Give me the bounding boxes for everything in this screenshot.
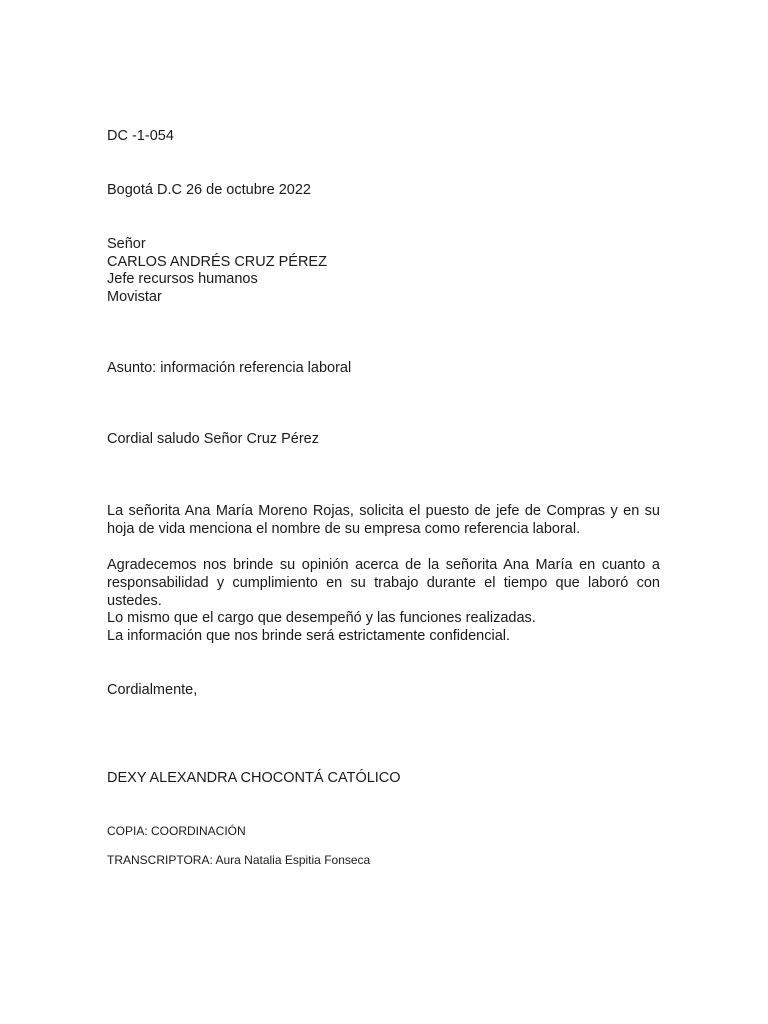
- body-paragraph-1-line-1: La señorita Ana María Moreno Rojas, solicita el puesto de jefe de Compras y en su: [107, 503, 660, 519]
- signer-name: DEXY ALEXANDRA CHOCONTÁ CATÓLICO: [107, 770, 401, 786]
- closing: Cordialmente,: [107, 682, 198, 698]
- transcriber-name: Aura Natalia Espitia Fonseca: [215, 853, 371, 867]
- date-line: Bogotá D.C 26 de octubre 2022: [107, 182, 311, 198]
- body-paragraph-2: [107, 557, 660, 646]
- recipient-company: Movistar: [107, 288, 162, 305]
- body-paragraph-2-line-4: Lo mismo que el cargo que desempeñó y las funciones realizadas.: [107, 610, 536, 627]
- body-paragraph-2-line-2: responsabilidad y cumplimiento en su trabajo durante el tiempo que laboró con: [107, 574, 660, 591]
- recipient-position: Jefe recursos humanos: [107, 271, 258, 287]
- recipient-name: CARLOS ANDRÉS CRUZ PÉREZ: [107, 253, 327, 270]
- reference-code: DC -1-054: [107, 128, 174, 144]
- body-paragraph-2-line-1: Agradecemos nos brinde su opinión acerca de la señorita Ana María en cuanto a: [107, 557, 660, 573]
- body-paragraph-1-line-2: hoja de vida menciona el nombre de su empresa como referencia laboral.: [107, 520, 581, 537]
- body-paragraph-2-line-5: La información que nos brinde será estrictamente confidencial.: [107, 628, 511, 645]
- recipient-salutation-title: Señor: [107, 236, 146, 252]
- body-paragraph-1: [107, 503, 660, 539]
- greeting: Cordial saludo Señor Cruz Pérez: [107, 431, 319, 447]
- subject-line: Asunto: información referencia laboral: [107, 360, 352, 376]
- body-paragraph-2-line-3: ustedes.: [107, 592, 162, 609]
- copy-line: COPIA: COORDINACIÓN: [107, 824, 246, 838]
- recipient-block: [107, 236, 327, 306]
- transcriber-line: [107, 853, 370, 867]
- transcriber-label: TRANSCRIPTORA:: [107, 853, 213, 867]
